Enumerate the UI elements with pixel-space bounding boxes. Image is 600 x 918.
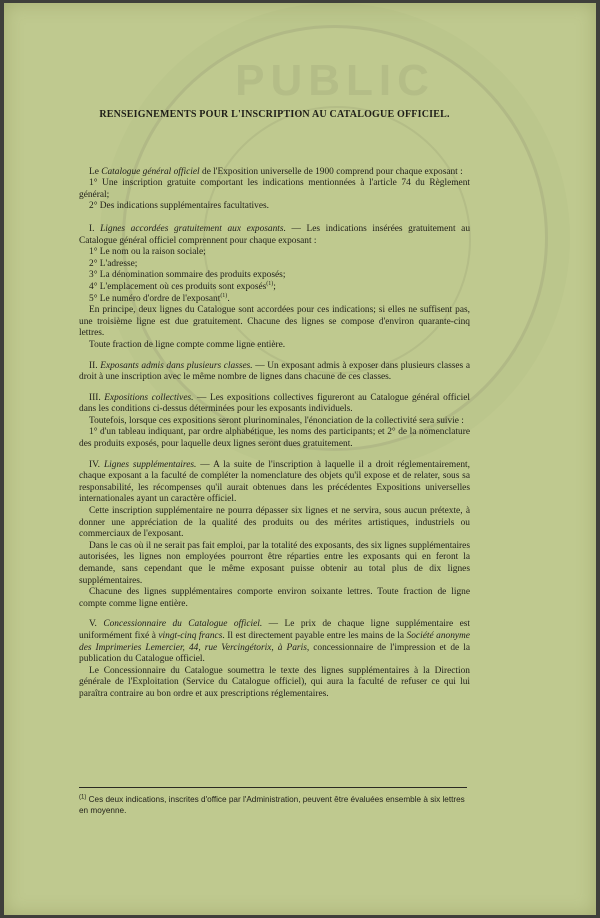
section-4-paragraph-4: Chacune des lignes supplémentaires comporte environ soixante lettres. Toute fraction de ligne compte comme ligne entière. [79,587,470,609]
section-3-paragraph: III. Expositions collectives. — Les expositions collectives figureront au Catalogue général officiel dans les conditions ci-dessus déterminées pour les exposants individuels. [79,392,470,415]
section-1-item-3: 3° La dénomination sommaire des produits exposés; [89,270,286,281]
section-3-paragraph-2: Toutefois, lorsque ces expositions seront plurinominales, l'énonciation de la collectivité sera suivie : [89,415,464,426]
document-body [79,109,470,701]
footnote-mark: (1) [79,794,87,801]
footnote-ref: (1) [266,280,274,287]
footnote [79,794,467,816]
intro-item-1: 1° Une inscription gratuite comportant les indications mentionnées à l'article 74 du Règlement général; [79,178,470,200]
section-1-item-2: 2° L'adresse; [89,258,138,269]
section-1-paragraph-2: En principe, deux lignes du Catalogue sont accordées pour ces indications; si elles ne suffisent pas, une troisième ligne est due gratuitement. Chacune des lignes se compose d'environ quarante-cinq lettres. [79,305,470,339]
library-stamp-text: PUBLIC [235,56,435,105]
section-1-item-5: 5° Le numéro d'ordre de l'exposant$^{(1)}$. [89,292,230,304]
section-4-paragraph: IV. Lignes supplémentaires. — A la suite de l'inscription à laquelle il a droit réglementairement, chaque exposant a la faculté de compléter la nomenclature des objets qu'il expose et de relater, sous sa responsabilité, les récompenses qu'il aurait obtenues dans les précédentes Expositions universelles internationales ayant un caractère officiel. [79,459,470,505]
section-5-paragraph: V. Concessionnaire du Catalogue officiel. — Le prix de chaque ligne supplémentaire est uniformément fixé à vingt-cinq francs. Il est directement payable entre les mains de la Société anonyme des Imprimeries Lemercier, 44, rue Vercingétorix, à Paris, concessionnaire de l'impression et de la publication du Catalogue officiel. [79,619,470,665]
section-5-paragraph-2: Le Concessionnaire du Catalogue soumettra le texte des lignes supplémentaires à la Direction générale de l'Exploitation (Service du Catalogue officiel), qui aura la faculté de refuser ce qui lui paraîtra contraire au bon ordre et aux prescriptions réglementaires. [79,665,470,699]
footnote-text: Ces deux indications, inscrites d'office par l'Administration, peuvent être évaluées ensemble à six lettres en moyenne. [79,795,465,815]
footnote-ref: (1) [220,292,228,299]
section-2-paragraph: II. Exposants admis dans plusieurs classes. — Un exposant admis à exposer dans plusieurs classes a droit à une inscription avec le même nombre de lignes dans chacune de ces classes. [79,360,470,383]
section-1-item-1: 1° Le nom ou la raison sociale; [89,247,206,258]
section-4-paragraph-2: Cette inscription supplémentaire ne pourra dépasser six lignes et ne servira, sous aucun prétexte, à donner une appréciation de la qualité des produits ou des mérites artistiques, industriels ou commerciaux de l'exposant. [79,506,470,540]
intro-item-2: 2° Des indications supplémentaires facultatives. [89,201,270,212]
footnote-divider [79,787,467,788]
section-3-paragraph-3: 1° d'un tableau indiquant, par ordre alphabétique, les noms des participants; et 2° de la nomenclature des produits exposés, pour laquelle deux lignes seront dues gratuitement. [79,427,470,450]
section-1-paragraph-3: Toute fraction de ligne compte comme ligne entière. [89,339,286,350]
section-1-item-4: 4° L'emplacement où ces produits sont exposés$^{(1)}$; [89,280,276,292]
intro-paragraph: Le Catalogue général officiel de l'Exposition universelle de 1900 comprend pour chaque exposant : [89,166,463,177]
page-title: RENSEIGNEMENTS POUR L'INSCRIPTION AU CATALOGUE OFFICIEL. [99,109,450,120]
section-4-paragraph-3: Dans le cas où il ne serait pas fait emploi, par la totalité des exposants, des six lignes supplémentaires autorisées, les lignes non employées pourront être réparties entre les exposants qui en feront la demande, sans cependant que le même exposant puisse obtenir au total plus de dix lignes supplémentaires. [79,540,470,586]
section-1-heading: I. Lignes accordées gratuitement aux exposants. — Les indications insérées gratuitement au Catalogue général officiel comprennent pour chaque exposant : [79,223,471,246]
